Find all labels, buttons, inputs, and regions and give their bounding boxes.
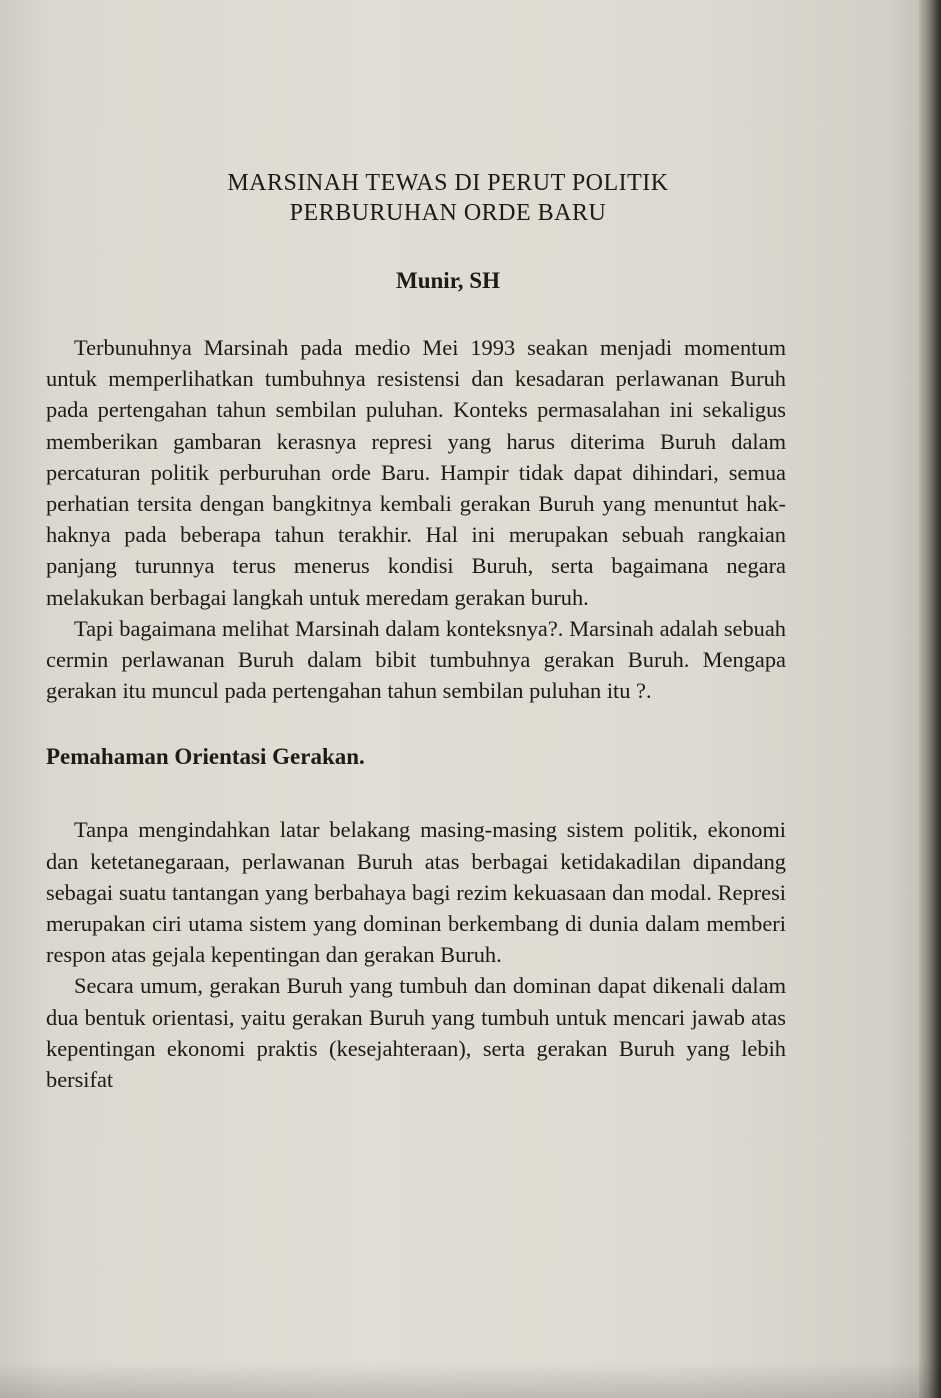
paragraph-4: Secara umum, gerakan Buruh yang tumbuh dan dominan dapat dikenali dalam dua bentuk orientasi, yaitu gerakan Buruh yang tumbuh untuk mencari jawab atas kepentingan ekonomi praktis (kesejahteraan), serta gerakan Buruh yang lebih bersifat — [46, 973, 786, 1093]
article-author: Munir, SH — [396, 268, 500, 293]
page-content — [46, 168, 786, 1095]
bottom-shadow — [0, 1362, 941, 1398]
page-edge-shadow — [919, 0, 941, 1398]
section-heading: Pemahaman Orientasi Gerakan. — [46, 744, 365, 770]
paragraph-2: Tapi bagaimana melihat Marsinah dalam konteksnya?. Marsinah adalah sebuah cermin perlawanan Buruh dalam bibit tumbuhnya gerakan Buruh. Mengapa gerakan itu muncul pada pertengahan tahun sembilan puluhan itu ?. — [46, 615, 786, 704]
article-title — [46, 168, 786, 228]
paragraph-1: Terbunuhnya Marsinah pada medio Mei 1993 seakan menjadi momentum untuk memperlihatkan tumbuhnya resistensi dan kesadaran perlawanan Buruh pada pertengahan tahun sembilan puluhan. Konteks permasalahan ini sekaligus memberikan gambaran kerasnya represi yang harus diterima Buruh dalam percaturan politik perburuhan orde Baru. Hampir tidak dapat dihindari, semua perhatian tersita dengan bangkitnya kembali gerakan Buruh yang menuntut hak-haknya pada beberapa tahun terakhir. Hal ini merupakan sebuah rangkaian panjang turunnya terus menerus kondisi Buruh, serta bagaimana negara melakukan berbagai langkah untuk meredam gerakan buruh. — [46, 335, 786, 610]
title-line-2: PERBURUHAN ORDE BARU — [289, 200, 607, 226]
paragraph-3: Tanpa mengindahkan latar belakang masing-masing sistem politik, ekonomi dan ketetanegaraan, perlawanan Buruh atas berbagai ketidakadilan dipandang sebagai suatu tantangan yang berbahaya bagi rezim kekuasaan dan modal. Represi merupakan ciri utama sistem yang dominan berkembang di dunia dalam memberi respon atas gejala kepentingan dan gerakan Buruh. — [46, 817, 786, 968]
title-line-1: MARSINAH TEWAS DI PERUT POLITIK — [227, 170, 669, 196]
